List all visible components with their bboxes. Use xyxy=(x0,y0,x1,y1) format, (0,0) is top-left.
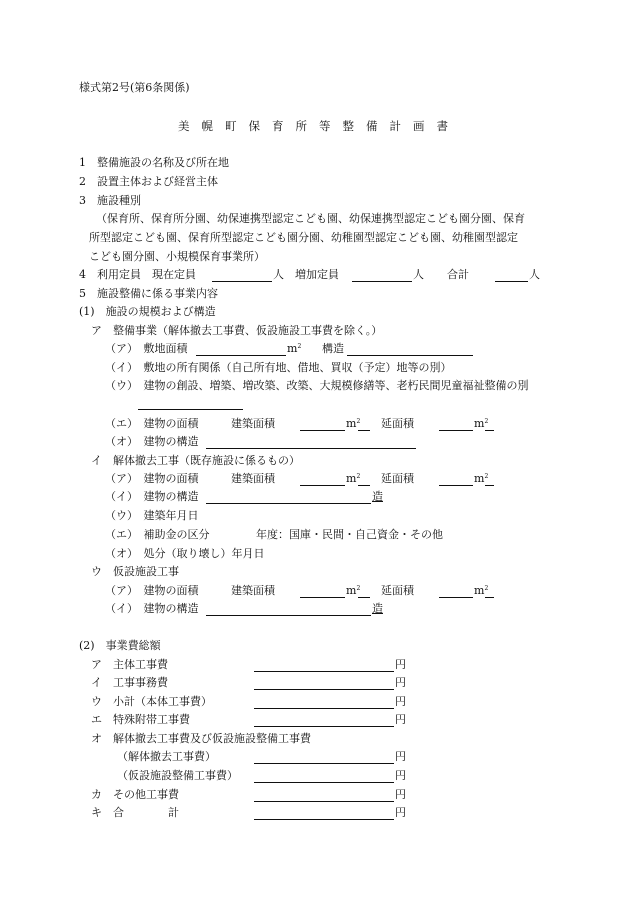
site-structure-field[interactable] xyxy=(347,355,473,356)
demolition-footprint-field[interactable] xyxy=(300,485,345,486)
grand-total-unit: 円 xyxy=(395,806,406,819)
development-project-heading: ア 整備事業（解体撤去工事費、仮設施設工事費を除く。） xyxy=(91,324,383,337)
building-type-label: （ウ） 建物の創設、増築、増改築、改築、大規模修繕等、老朽民間児童福祉整備の別 xyxy=(105,379,529,392)
building-footprint-label: 建築面積 xyxy=(231,417,275,430)
section-5-heading: 5 施設整備に係る事業内容 xyxy=(79,287,218,300)
demolition-footprint-unit: $m^2$ xyxy=(346,472,361,485)
increase-capacity-field[interactable] xyxy=(352,281,412,282)
capacity-label: 4 利用定員 現在定員 xyxy=(79,268,196,281)
temporary-structure-field[interactable] xyxy=(206,615,371,616)
section-3-heading: 3 施設種別 xyxy=(79,194,141,207)
temporary-area-label: （ア） 建物の面積 xyxy=(105,584,199,597)
temporary-floor-unit: $m^2$ xyxy=(474,584,489,597)
office-cost-label: イ 工事事務費 xyxy=(91,676,168,689)
building-structure-label: （オ） 建物の構造 xyxy=(105,435,199,448)
demolition-structure-suffix: 造 xyxy=(372,490,383,503)
building-area-label: （エ） 建物の面積 xyxy=(105,417,199,430)
demolition-footprint-label: 建築面積 xyxy=(231,472,275,485)
main-construction-cost-field[interactable] xyxy=(254,671,394,672)
building-structure-field[interactable] xyxy=(206,448,416,449)
building-type-field[interactable] xyxy=(138,409,243,410)
temporary-floor-label: 延面積 xyxy=(381,584,414,597)
temporary-facility-cost-field[interactable] xyxy=(254,782,394,783)
office-cost-unit: 円 xyxy=(395,676,406,689)
subtotal-unit: 円 xyxy=(395,695,406,708)
site-area-field[interactable] xyxy=(196,355,286,356)
demolition-cost-field[interactable] xyxy=(254,763,394,764)
temporary-floor-tail xyxy=(485,597,494,598)
demolition-floor-label: 延面積 xyxy=(381,472,414,485)
temporary-structure-suffix: 造 xyxy=(372,602,383,615)
demolition-area-label: （ア） 建物の面積 xyxy=(105,472,199,485)
site-area-unit: $m^2$ xyxy=(287,342,302,355)
demolition-heading: イ 解体撤去工事（既存施設に係るもの） xyxy=(91,454,300,467)
office-cost-field[interactable] xyxy=(254,689,394,690)
other-cost-label: カ その他工事費 xyxy=(91,788,179,801)
temporary-footprint-label: 建築面積 xyxy=(231,584,275,597)
temporary-footprint-tail xyxy=(358,597,370,598)
increase-capacity-unit: 人 xyxy=(413,268,424,281)
facility-type-line-1: （保育所、保育所分園、幼保連携型認定こども園、幼保連携型認定こども園分園、保育 xyxy=(96,212,525,225)
temporary-footprint-field[interactable] xyxy=(300,597,345,598)
building-footprint-field[interactable] xyxy=(300,430,345,431)
total-floor-area-field[interactable] xyxy=(439,430,473,431)
demolition-temporary-cost-heading: オ 解体撤去工事費及び仮設施設整備工事費 xyxy=(91,732,311,745)
construction-date-label: （ウ） 建築年月日 xyxy=(105,509,199,522)
subtotal-field[interactable] xyxy=(254,708,394,709)
special-incidental-cost-label: エ 特殊附帯工事費 xyxy=(91,713,190,726)
special-incidental-cost-unit: 円 xyxy=(395,713,406,726)
land-ownership-label: （イ） 敷地の所有関係（自己所有地、借地、買収（予定）地等の別） xyxy=(105,361,452,374)
disposal-date-label: （オ） 処分（取り壊し）年月日 xyxy=(105,547,265,560)
subsidy-category-label: （エ） 補助金の区分 xyxy=(105,528,210,541)
subsidy-category-options: 年度：国庫・民間・自己資金・その他 xyxy=(256,528,443,541)
demolition-floor-field[interactable] xyxy=(439,485,473,486)
demolition-cost-unit: 円 xyxy=(395,750,406,763)
temporary-facility-heading: ウ 仮設施設工事 xyxy=(91,565,179,578)
increase-capacity-label: 増加定員 xyxy=(295,268,339,281)
total-capacity-label: 合計 xyxy=(447,268,469,281)
demolition-cost-label: （解体撤去工事費） xyxy=(117,750,216,763)
demolition-footprint-tail xyxy=(358,485,370,486)
current-capacity-unit: 人 xyxy=(273,268,284,281)
subsection-1-heading: (1) 施設の規模および構造 xyxy=(79,305,216,318)
other-cost-field[interactable] xyxy=(254,801,394,802)
temporary-floor-field[interactable] xyxy=(439,597,473,598)
total-capacity-unit: 人 xyxy=(529,268,540,281)
grand-total-label: キ 合 計 xyxy=(91,806,179,819)
grand-total-field[interactable] xyxy=(254,819,394,820)
special-incidental-cost-field[interactable] xyxy=(254,726,394,727)
main-construction-cost-label: ア 主体工事費 xyxy=(91,658,168,671)
demolition-floor-tail xyxy=(485,485,494,486)
building-footprint-tail xyxy=(358,430,370,431)
subsection-2-heading: (2) 事業費総額 xyxy=(79,639,161,652)
form-number: 様式第2号(第6条関係) xyxy=(79,81,190,94)
current-capacity-field[interactable] xyxy=(212,281,272,282)
building-footprint-unit: $m^2$ xyxy=(346,417,361,430)
demolition-floor-unit: $m^2$ xyxy=(474,472,489,485)
site-area-label: （ア） 敷地面積 xyxy=(105,342,188,355)
demolition-structure-label: （イ） 建物の構造 xyxy=(105,490,199,503)
page-title: 美幌町保育所等整備計画書 xyxy=(178,119,460,133)
total-floor-area-label: 延面積 xyxy=(381,417,414,430)
section-2-heading: 2 設置主体および経営主体 xyxy=(79,175,218,188)
demolition-structure-field[interactable] xyxy=(206,503,371,504)
total-floor-area-unit: $m^2$ xyxy=(474,417,489,430)
temporary-footprint-unit: $m^2$ xyxy=(346,584,361,597)
subtotal-label: ウ 小計（本体工事費） xyxy=(91,695,212,708)
facility-type-line-3: こども園分園、小規模保育事業所） xyxy=(89,250,265,263)
total-floor-area-tail xyxy=(485,430,494,431)
temporary-structure-label: （イ） 建物の構造 xyxy=(105,602,199,615)
other-cost-unit: 円 xyxy=(395,788,406,801)
section-1-heading: 1 整備施設の名称及び所在地 xyxy=(79,156,229,169)
total-capacity-field[interactable] xyxy=(495,281,528,282)
site-structure-label: 構造 xyxy=(322,342,344,355)
facility-type-line-2: 所型認定こども園、保育所型認定こども園分園、幼稚園型認定こども園、幼稚園型認定 xyxy=(89,231,518,244)
temporary-facility-cost-label: （仮設施設整備工事費） xyxy=(117,769,238,782)
main-construction-cost-unit: 円 xyxy=(395,658,406,671)
temporary-facility-cost-unit: 円 xyxy=(395,769,406,782)
